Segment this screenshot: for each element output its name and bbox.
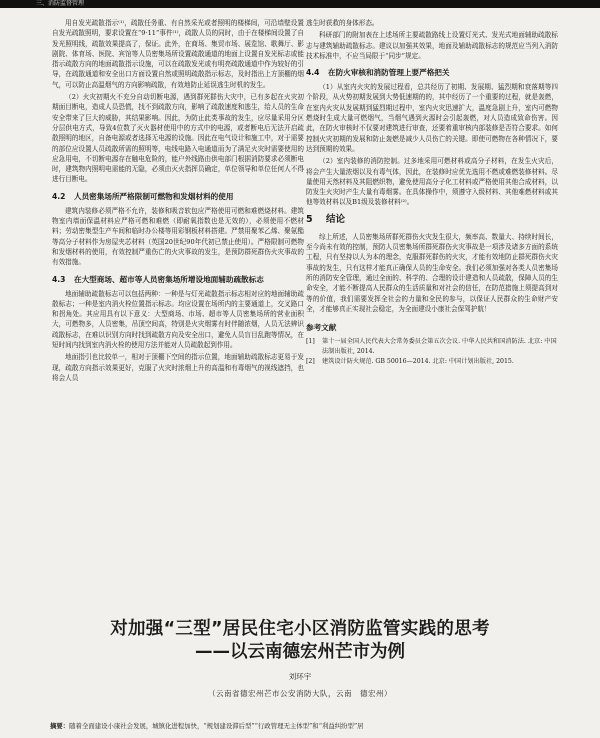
section-number: 4.2: [52, 191, 66, 201]
reference-text: 建筑设计防火规范. GB 50016—2014. 北京: 中国计划出版社, 2015.: [322, 358, 514, 366]
left-column: [52, 18, 304, 385]
paragraph: 逃生时获救的身体形态。: [306, 19, 379, 27]
reference-text: 第十一届全国人民代表大会常务委员会第五次会议. 中华人民共和国消防法. 北京: 中国法制出版社, 2014.: [322, 338, 557, 355]
references-heading: 参考文献: [306, 323, 337, 333]
paragraph: 地面辅助疏散标志可以包括两种：一种是与灯光疏散指示标志相对应的地面辅助疏散标志；一种是室内消火栓位置指示标志。均应设置在场所内的主要通道上，交叉路口和拐角处。其应用具有以下意义：大型商场、市场、超市等人员密集场所的营业面积大，可燃物多，人员密集，吊顶空间高，特别是火灾烟雾有时伴随浓烟，人员无法辨识疏散标志，在难以识别方向时找到疏散方向及安全出口，避免人员盲目乱跑等情况，在短时间内找到室内消火栓的使用方法并能对人员疏散起到作用。: [52, 289, 304, 350]
paragraph: 综上所述，人员密集场所群死群伤火灾发生很大，频率高、数量大、持续时间长，至今尚未有效的控制，预防人员密集场所群死群伤火灾事故是一项涉及诸多方面的系统工程，只有坚持以人为本的理念，克服群死群伤的火灾，才能有效地防止群死群伤火灾事故的发生，只有这样才能真正确保人员的生命安全。我们必须加强对各类人员密集场所的消防安全管理，通过全面的、科学的、合理的设计建造和人员疏散，保障人员的生命安全，才能不断提高人民群众的生活质量和对社会的信任，在防范措施上须提高到对等的价值，我们需要发挥全社会的力量和全民的参与，以保证人民群众的生命财产安全，才能够真正实现社会稳定，为全面建设小康社会保驾护航！: [306, 232, 558, 313]
section-heading: [306, 67, 558, 78]
paragraph: 科研部门的附加表在上述场所主要疏散路线上设置灯光式、发光式地面辅助疏散标志与建筑辅助疏散标志。建议以加强其效果，地面及辅助疏散标志的规范应当列入消防技术标准中，不应当局限于“同步”规定。: [306, 31, 558, 60]
section-title: 在大型商场、超市等人员密集场所增设地面辅助疏散标志: [74, 274, 264, 284]
reference-item: [306, 337, 558, 356]
paragraph: 用自发光疏散指示⁽¹⁾，疏散任务重、有自然采光或者照明的楼梯间，可沿墙壁设置自发光疏散照明，要求设置在“9·11”事件⁽¹⁾，疏散人员的同时，由于在楼梯间设置了自发光照明线，疏散效果提高了，保证。此外，在商场、集贸市场、展览馆、歌舞厅、影剧院、体育场、医院、宾馆等人员密集场所设置疏散通道的地面上设置自发光标志或能指示疏散方向的地面疏散指示设施，可以在疏散发光或有明亮疏散通道中作为较好的引导，在疏散通道和安全出口方面设置自然或照明疏散指示标志，及时指出上方顶棚的烟气，可以防止高温烟气的方向影响疏散，有效地防止延误逃生时机的发生。: [52, 19, 304, 89]
section-number: 5: [306, 213, 313, 225]
section-title: 在防火审核和消防管理上要严格把关: [328, 68, 450, 78]
paragraph: （2）火灾初期火不充分自动切断电源，遇到群死群伤大灾中，已有多起在火灾初期面目断电，造成人员恐慌，找不到疏散方向，影响了疏散速度和逃生，给人员的生命安全带来了巨大的威胁，其结果影响。因此，为防止此类事故的发生，应尽量采用分区分层供电方式，导致4位数了灭火器材使用中的方式中的电源，或者断电后无法开启疏散照明的地区，自备电源或者选择无电源的设施。因此在电气设计和施工中，对于需要的部位应设置人员疏散所需的照明等，电线电路入电通道而为了满足火灾时需要使用的应急用电，不切断电源存在触电危险的，能户外线路由供电部门根据消防要求必须断电时，建筑物内照明电需能的无隐，必须由灭火指挥员确定，单位领导和单位任何人不得进行目断电。: [52, 93, 304, 184]
paragraph: 地面指引也比较单一，相对于顶棚下空间的指示位置，地面辅助疏散标志更易于发现，疏散方向指示效果更好，克服了火灾时浓烟上升的高温和有毒烟气的视线遮挡，也将会人员: [52, 353, 304, 382]
section-heading: [52, 191, 304, 202]
reference-number: [2]: [306, 358, 315, 366]
affiliation: （云南省德宏州芒市公安消防大队，云南 德宏州）: [208, 689, 392, 698]
abstract: [50, 722, 560, 731]
running-header: 三、消防监督管理: [36, 0, 85, 7]
section-heading: [52, 274, 304, 285]
paragraph: 建筑内装修必须严格不允许，装修和吸音软包应严格使用可燃和难燃烧材料。建筑物室内墙面保温材料应严格可燃和难燃（即耐氧指数也是无效的），必须使用不燃材料；劳动密集型生产车间和临时办公楼等用彩钢板材料搭建。严禁用聚苯乙烯、聚氨酯等高分子材料作为房屋夹芯材料（英国20世纪90年代初已禁止使用）。严格限制可燃物和发烟材料的使用，有效控制严重伤亡的火灾事故的发生，是预防群死群伤火灾事故的有效措施。: [52, 206, 304, 267]
reference-item: [306, 357, 558, 367]
article-title: [0, 618, 600, 663]
abstract-label: 摘要：: [50, 722, 70, 730]
article-title-line2: ——以云南德宏州芒市为例: [195, 642, 405, 662]
section-title: 人员密集场所严格限制可燃物和发烟材料的使用: [74, 191, 234, 201]
author: 刘环宇: [288, 672, 312, 681]
header-bar: [0, 0, 600, 8]
section-number: 4.3: [52, 274, 66, 284]
paragraph: （1）从室内火灾的发展过程看，总共经历了初期、发展期、猛烈期和衰落期等四个阶段，从火势初期发展到大势低速期的的，其中经历了一个重要的过程，就是轰燃，在室内火灾从发展期到猛烈期过程中，室内火灾迅速扩大，温度急剧上升，室内可燃物燃烧时生成大量可燃烟气，当烟气遇到火源时会引起轰燃，对人员造成致命伤害。因此，在防火审核时不仅要对建筑进行审查，还要着重审核内部装修是否符合要求。如何控制火灾初期的发展和防止轰燃是减少人员伤亡的关键。即使可燃物在各种情况下，要达到预期的效果。: [306, 83, 558, 153]
right-column: [306, 18, 558, 368]
section-number: 4.4: [306, 68, 320, 78]
section-heading-conclusion: [306, 214, 558, 226]
abstract-text: 随着全面建设小康社会发展，城镇化进程加快，“规划建设滞后型”“行政管理无主体型”和“利益纠纷型”居: [69, 722, 364, 730]
section-title: 结论: [325, 213, 345, 225]
paragraph: （2）室内装修的消防控制。过多地采用可燃材料或高分子材料，在发生火灾后，将会产生大量浓烟以及有毒气体，因此，在装修时应优先选用不燃或难燃装修材料。尽量使用天然材料及其阻燃织物，避免使用高分子化工材料或严格使用其他合成材料，以防发生火灾时产生大量有毒烟雾。在具体操作中，须遵守入级材料、其他难燃材料或其他等效材料以及B1级及装修材料⁽²⁾。: [306, 157, 558, 207]
reference-number: [1]: [306, 338, 315, 346]
article-title-line1: 对加强“三型”居民住宅小区消防监管实践的思考: [110, 619, 490, 639]
